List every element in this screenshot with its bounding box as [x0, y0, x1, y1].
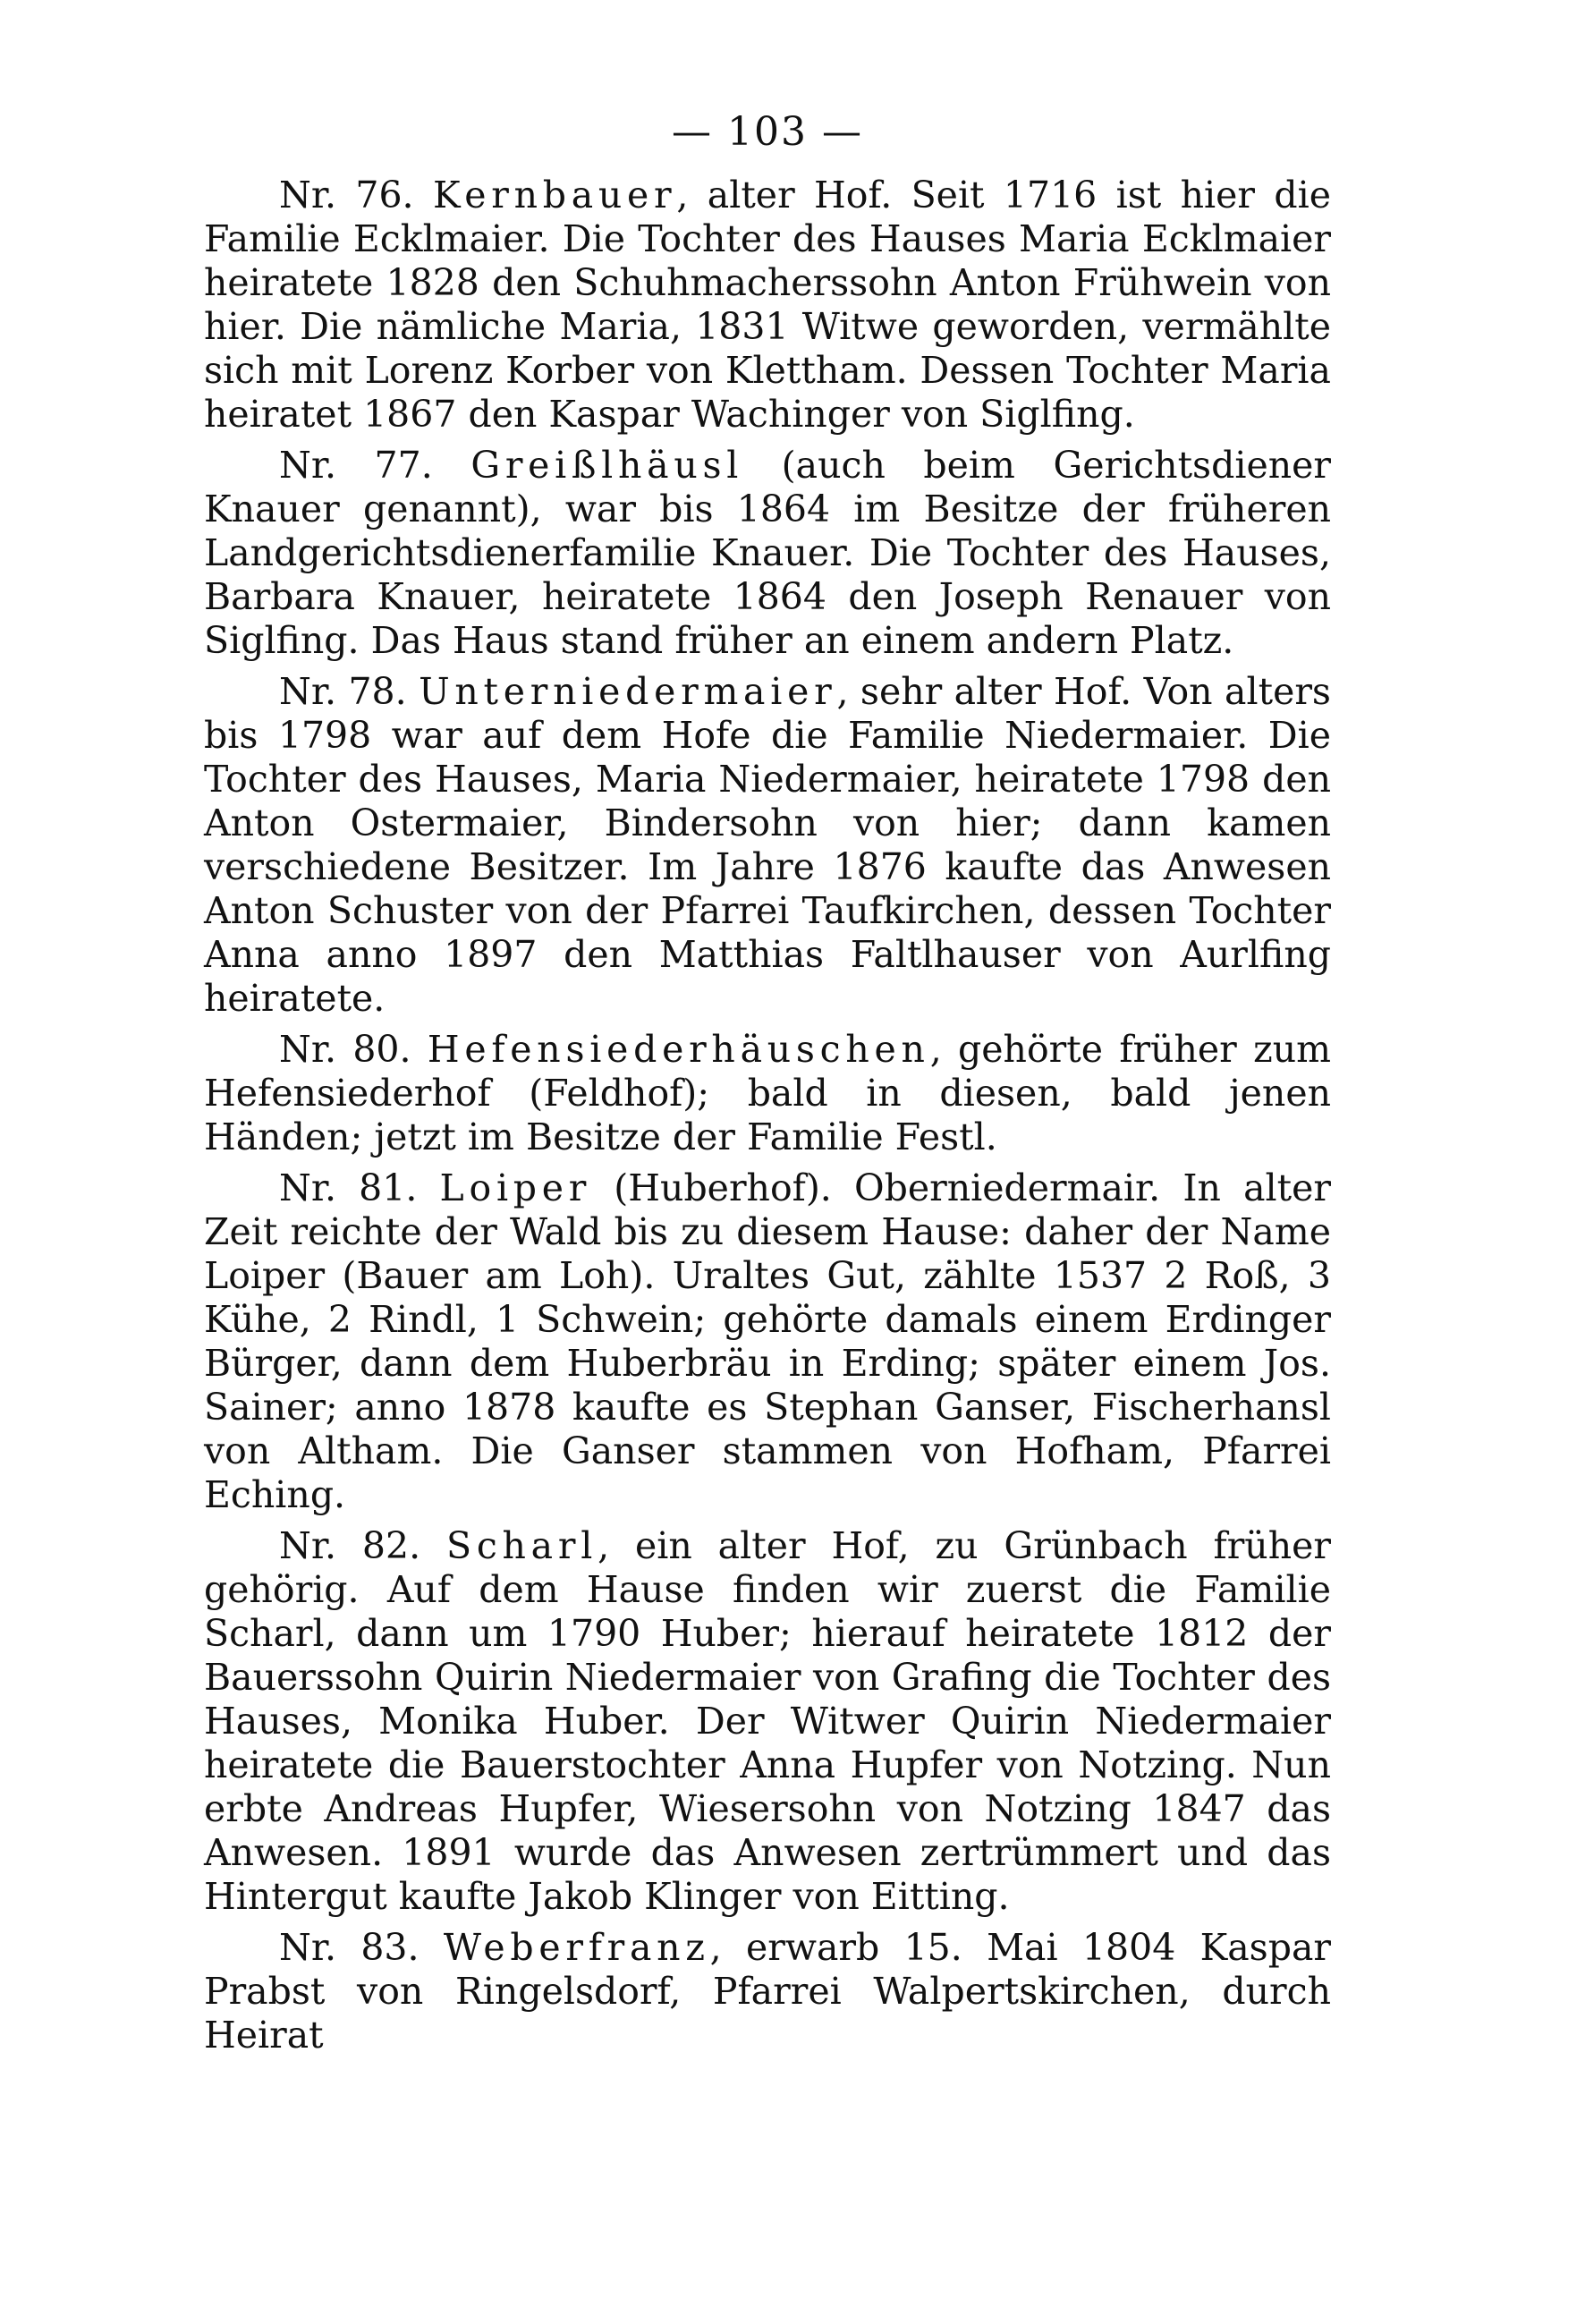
entry-nr-77	[204, 444, 1331, 663]
page-number: — 103 —	[672, 109, 863, 155]
entry-name: Unterniedermaier	[419, 670, 837, 713]
entry-text: (Huberhof). Oberniedermair. In alter Zeit reichte der Wald bis zu diesem Hause: daher der Name Loiper (Bauer am Loh). Uraltes Gut, zählte 1537 2 Roß, 3 Kühe, 2 Rindl, 1 Schwein; gehörte damals einem Erdinger Bürger, dann dem Huberbräu in Erding; später einem Jos. Sainer; anno 1878 kaufte es Stephan Ganser, Fischerhansl von Altham. Die Ganser stammen von Hofham, Pfarrei Eching.	[204, 1166, 1331, 1516]
entry-number: Nr. 78.	[279, 670, 407, 713]
entry-number: Nr. 77.	[279, 444, 433, 487]
entry-text: , sehr alter Hof. Von alters bis 1798 war auf dem Hofe die Familie Niedermaier. Die Tochter des Hauses, Maria Niedermaier, heiratete 1798 den Anton Ostermaier, Bindersohn von hier; dann kamen verschiedene Besitzer. Im Jahre 1876 kaufte das Anwesen Anton Schuster von der Pfarrei Taufkirchen, dessen Tochter Anna anno 1897 den Matthias Faltlhauser von Aurlfing heiratete.	[204, 670, 1331, 1020]
entry-name: Kernbauer	[432, 174, 677, 216]
entry-text: , erwarb 15. Mai 1804 Kaspar Prabst von Ringelsdorf, Pfarrei Walpertskirchen, durch Heirat	[204, 1926, 1331, 2057]
entry-text: , alter Hof. Seit 1716 ist hier die Familie Ecklmaier. Die Tochter des Hauses Maria Ecklmaier heiratete 1828 den Schuhmacherssohn Anton Frühwein von hier. Die nämliche Maria, 1831 Witwe geworden, vermählte sich mit Lorenz Korber von Klettham. Dessen Tochter Maria heiratet 1867 den Kaspar Wachinger von Siglfing.	[204, 174, 1331, 436]
entry-text: (auch beim Gerichtsdiener Knauer genannt), war bis 1864 im Besitze der früheren Landgerichtsdienerfamilie Knauer. Die Tochter des Hauses, Barbara Knauer, heiratete 1864 den Joseph Renauer von Siglfing. Das Haus stand früher an einem andern Platz.	[204, 444, 1331, 662]
entry-name: Loiper	[439, 1166, 592, 1209]
entry-number: Nr. 82.	[279, 1524, 421, 1567]
entry-name: Greißlhäusl	[470, 444, 744, 487]
entry-nr-78	[204, 670, 1331, 1021]
entry-number: Nr. 81.	[279, 1166, 418, 1209]
entry-number: Nr. 80.	[279, 1028, 411, 1071]
entry-nr-80	[204, 1028, 1331, 1159]
entry-nr-83	[204, 1926, 1331, 2057]
entry-name: Weberfranz	[443, 1926, 710, 1969]
entry-number: Nr. 83.	[279, 1926, 420, 1969]
entry-name: Scharl	[446, 1524, 598, 1567]
entry-text: , ein alter Hof, zu Grünbach früher gehörig. Auf dem Hause finden wir zuerst die Familie Scharl, dann um 1790 Huber; hierauf heiratete 1812 der Bauerssohn Quirin Niedermaier von Grafing die Tochter des Hauses, Monika Huber. Der Witwer Quirin Niedermaier heiratete die Bauerstochter Anna Hupfer von Notzing. Nun erbte Andreas Hupfer, Wiesersohn von Notzing 1847 das Anwesen. 1891 wurde das Anwesen zertrümmert und das Hintergut kaufte Jakob Klinger von Eitting.	[204, 1524, 1331, 1918]
entry-nr-81	[204, 1166, 1331, 1517]
entry-name: Hefensiederhäuschen	[427, 1028, 930, 1071]
entry-number: Nr. 76.	[279, 174, 414, 216]
entry-nr-82	[204, 1524, 1331, 1919]
book-page	[204, 106, 1331, 2065]
entry-nr-76	[204, 174, 1331, 437]
entry-text: , gehörte früher zum Hefensiederhof (Feldhof); bald in diesen, bald jenen Händen; jetzt im Besitze der Familie Festl.	[204, 1028, 1331, 1158]
